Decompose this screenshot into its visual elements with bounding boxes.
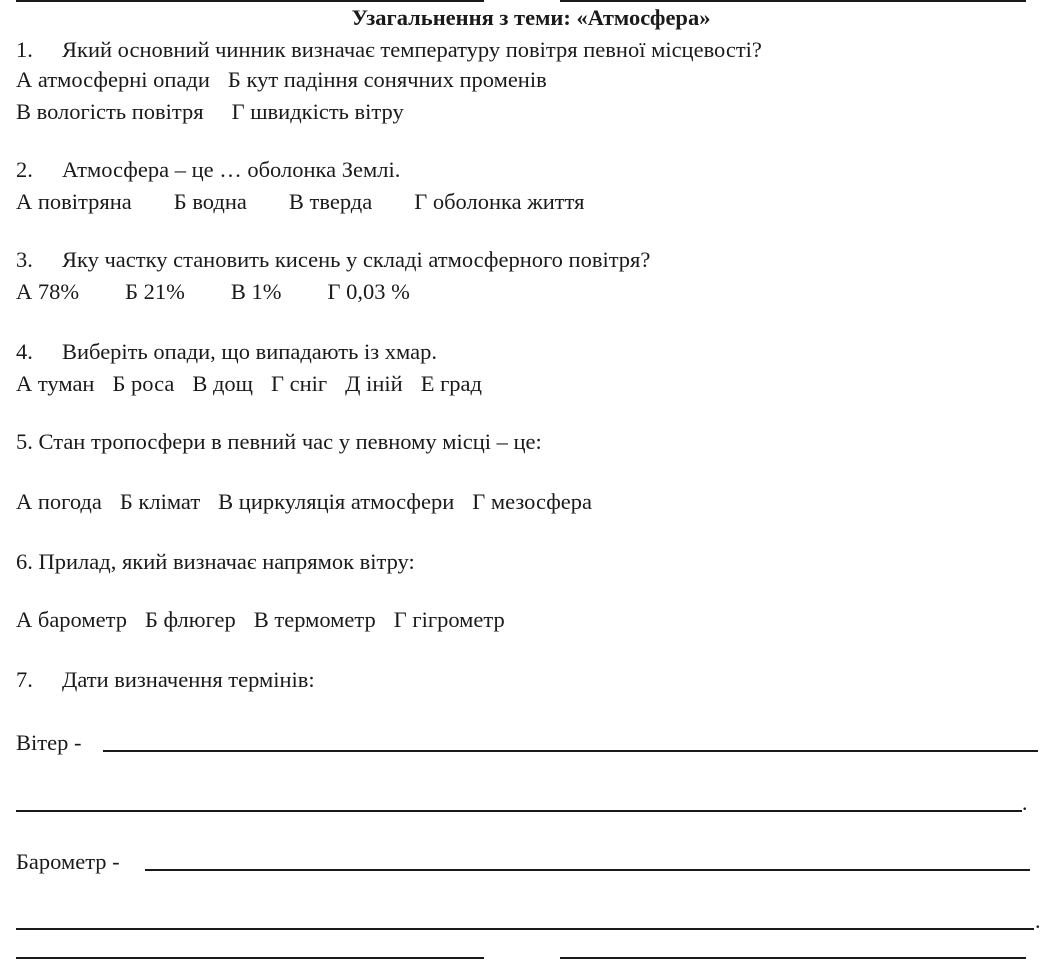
option-g: Г 0,03 % [327, 279, 410, 304]
option-a: А повітряна [16, 189, 132, 214]
option-v: В вологість повітря [16, 99, 204, 124]
answer-line-wind-1[interactable] [103, 750, 1038, 752]
option-a: А атмосферні опади [16, 67, 210, 92]
question-2-options [16, 188, 585, 216]
answer-line-wind-2[interactable] [16, 810, 1022, 812]
page-title: Узагальнення з теми: «Атмосфера» [351, 5, 711, 30]
question-2 [16, 156, 400, 184]
answer-line-barometer-1[interactable] [145, 869, 1030, 871]
answer-end-dot: . [1022, 790, 1028, 815]
option-a: А туман [16, 371, 95, 396]
top-rule-left [16, 0, 484, 2]
option-v: В дощ [192, 371, 253, 396]
question-4-options [16, 370, 482, 398]
option-g: Г сніг [271, 371, 328, 396]
option-b: Б флюгер [144, 607, 236, 632]
question-text: Який основний чинник визначає температуру повітря певної місцевості? [62, 37, 762, 62]
term-label-barometer: Барометр - [16, 849, 120, 874]
answer-end-dot: . [1035, 908, 1041, 933]
question-text: 6. Прилад, який визначає напрямок вітру: [16, 549, 415, 574]
question-number: 2. [16, 157, 33, 182]
question-3 [16, 246, 650, 274]
option-v: В 1% [230, 279, 282, 304]
option-d: Д іній [345, 371, 403, 396]
option-v: В термометр [253, 607, 376, 632]
option-v: В циркуляція атмосфери [218, 489, 455, 514]
answer-line-barometer-2[interactable] [16, 928, 1034, 930]
bottom-rule-right [560, 957, 1026, 959]
option-a: А барометр [16, 607, 127, 632]
option-g: Г гігрометр [393, 607, 505, 632]
question-1-options-row1 [16, 66, 547, 94]
question-text: Яку частку становить кисень у складі атмосферного повітря? [62, 247, 651, 272]
question-text: Виберіть опади, що випадають із хмар. [62, 339, 437, 364]
question-text: Атмосфера – це … оболонка Землі. [62, 157, 401, 182]
bottom-rule-left [16, 957, 484, 959]
question-5 [16, 428, 542, 456]
question-1-options-row2 [16, 98, 404, 126]
option-b: Б клімат [119, 489, 201, 514]
question-text: Дати визначення термінів: [62, 667, 315, 692]
question-number: 7. [16, 667, 33, 692]
option-a: А погода [16, 489, 102, 514]
question-number: 3. [16, 247, 33, 272]
option-b: Б водна [173, 189, 247, 214]
option-a: А 78% [16, 279, 80, 304]
question-number: 1. [16, 37, 33, 62]
question-1 [16, 36, 762, 64]
option-b: Б 21% [125, 279, 185, 304]
option-b: Б роса [112, 371, 175, 396]
question-number: 4. [16, 339, 33, 364]
question-3-options [16, 278, 410, 306]
question-4 [16, 338, 437, 366]
option-g: Г оболонка життя [414, 189, 585, 214]
option-e: Е град [420, 371, 482, 396]
option-g: Г мезосфера [472, 489, 593, 514]
option-v: В тверда [288, 189, 373, 214]
question-5-options [16, 488, 592, 516]
question-7 [16, 666, 315, 694]
term-label-wind: Вітер - [16, 730, 82, 755]
option-b: Б кут падіння сонячних променів [227, 67, 547, 92]
top-rule-right [560, 0, 1026, 2]
option-g: Г швидкість вітру [231, 99, 404, 124]
question-6 [16, 548, 415, 576]
question-6-options [16, 606, 505, 634]
question-text: 5. Стан тропосфери в певний час у певному місці – це: [16, 429, 542, 454]
